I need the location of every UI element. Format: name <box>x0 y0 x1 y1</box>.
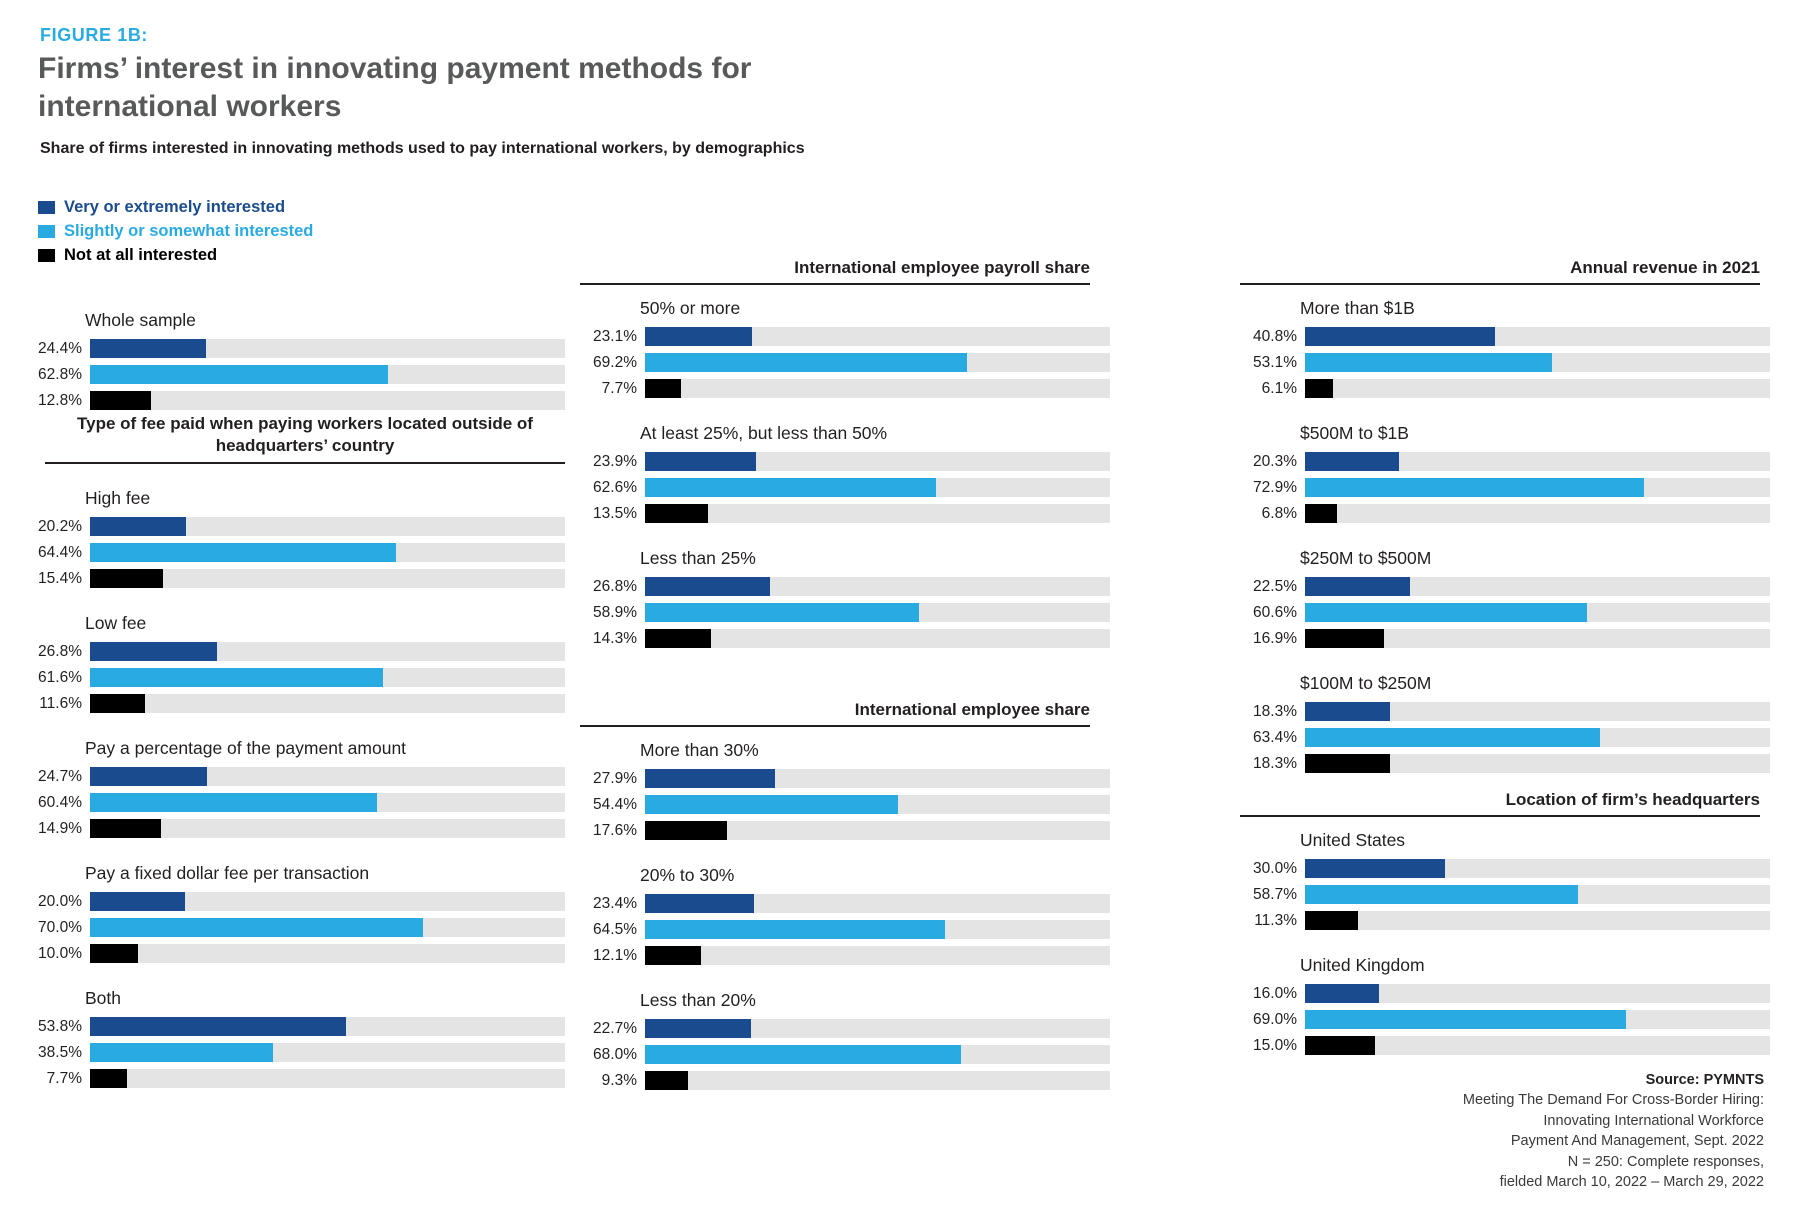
bar-fill-notatall <box>645 1071 688 1090</box>
bar-value: 27.9% <box>593 769 637 787</box>
legend-swatch-icon <box>38 225 55 238</box>
bar-fill-very <box>645 769 775 788</box>
category-label: Both <box>85 988 121 1009</box>
bar-track <box>645 478 1110 497</box>
bar-fill-very <box>1305 327 1495 346</box>
category-label: $500M to $1B <box>1300 423 1409 443</box>
bar-fill-notatall <box>1305 754 1390 773</box>
bar-row <box>25 917 565 938</box>
source-line-4: Payment And Management, Sept. 2022 <box>1510 1133 1764 1150</box>
bar-fill-slightly <box>645 478 936 497</box>
bar-value: 13.5% <box>593 504 637 522</box>
bar-track <box>90 1069 565 1088</box>
category-united-kingdom <box>1240 955 1770 1056</box>
group-heading: International employee payroll share <box>580 258 1090 285</box>
category-label: Less than 25% <box>640 548 756 568</box>
bar-track <box>645 452 1110 471</box>
bar-value: 69.2% <box>593 353 637 371</box>
bar-track <box>90 668 565 687</box>
legend-swatch-icon <box>38 201 55 214</box>
bar-track <box>90 892 565 911</box>
bar-track <box>90 793 565 812</box>
bar-track <box>645 946 1110 965</box>
bar-row <box>25 542 565 563</box>
bar-fill-slightly <box>645 920 945 939</box>
bar-value: 26.8% <box>38 642 82 660</box>
category-label: $100M to $250M <box>1300 673 1432 693</box>
bar-row <box>580 768 1110 789</box>
bar-fill-very <box>90 767 207 786</box>
bar-fill-slightly <box>645 353 967 372</box>
category-label: 20% to 30% <box>640 865 735 885</box>
bar-row <box>580 352 1110 373</box>
bar-track <box>90 391 565 410</box>
bar-track <box>1305 984 1770 1003</box>
category-label: More than $1B <box>1300 298 1415 318</box>
category-100m-to-250m <box>1240 673 1770 774</box>
group-heading: International employee share <box>580 700 1090 727</box>
bar-row <box>580 893 1110 914</box>
bar-row <box>25 818 565 839</box>
bar-row <box>1240 602 1770 623</box>
bar-row <box>1240 451 1770 472</box>
category-label: Low fee <box>85 613 147 634</box>
bar-track <box>90 944 565 963</box>
bar-value: 18.3% <box>1253 702 1297 720</box>
bar-fill-slightly <box>90 793 377 812</box>
bar-track <box>1305 379 1770 398</box>
bar-fill-notatall <box>645 629 711 648</box>
bar-fill-notatall <box>1305 629 1384 648</box>
group-heading: Location of firm’s headquarters <box>1240 790 1760 817</box>
category-250m-to-500m <box>1240 548 1770 649</box>
bar-track <box>90 767 565 786</box>
bar-value: 60.4% <box>38 793 82 811</box>
category-label: United States <box>1300 830 1406 850</box>
bar-value: 20.2% <box>38 517 82 535</box>
bar-value: 30.0% <box>1253 859 1297 877</box>
bar-row <box>25 693 565 714</box>
category-label: Less than 20% <box>640 990 756 1010</box>
bar-fill-very <box>645 577 770 596</box>
bar-track <box>90 1017 565 1036</box>
bar-value: 63.4% <box>1253 728 1297 746</box>
bar-track <box>1305 629 1770 648</box>
group-employee-share <box>580 700 1110 1109</box>
category-at-least-25-less-50 <box>580 423 1110 524</box>
category-label: 50% or more <box>640 298 741 318</box>
bar-value: 72.9% <box>1253 478 1297 496</box>
bar-value: 70.0% <box>38 918 82 936</box>
bar-value: 16.0% <box>1253 984 1297 1002</box>
bar-row <box>580 602 1110 623</box>
bar-fill-slightly <box>645 795 898 814</box>
bar-fill-slightly <box>90 668 383 687</box>
category-both <box>25 988 565 1089</box>
bar-value: 15.0% <box>1253 1036 1297 1054</box>
bar-row <box>25 641 565 662</box>
bar-track <box>1305 702 1770 721</box>
bar-track <box>90 642 565 661</box>
bar-track <box>1305 728 1770 747</box>
legend-swatch-icon <box>38 249 55 262</box>
bar-fill-very <box>90 892 185 911</box>
bar-track <box>645 629 1110 648</box>
bar-fill-slightly <box>1305 353 1552 372</box>
bar-row <box>1240 326 1770 347</box>
bar-row <box>1240 727 1770 748</box>
bar-value: 12.8% <box>38 391 82 409</box>
bar-track <box>645 327 1110 346</box>
bar-track <box>645 920 1110 939</box>
category-pay-percentage <box>25 738 565 839</box>
bar-fill-slightly <box>645 1045 961 1064</box>
bar-row <box>1240 628 1770 649</box>
bar-value: 23.9% <box>593 452 637 470</box>
bar-row <box>580 477 1110 498</box>
bar-track <box>645 1019 1110 1038</box>
bar-value: 64.4% <box>38 543 82 561</box>
bar-row <box>25 667 565 688</box>
bar-row <box>1240 503 1770 524</box>
source-line-5: N = 250: Complete responses, <box>1567 1153 1764 1170</box>
group-whole-sample <box>25 310 565 429</box>
bar-value: 6.1% <box>1261 379 1297 397</box>
bar-value: 23.1% <box>593 327 637 345</box>
bar-row <box>580 945 1110 966</box>
bar-track <box>1305 478 1770 497</box>
bar-row <box>580 1070 1110 1091</box>
bar-value: 12.1% <box>593 946 637 964</box>
bar-row <box>1240 884 1770 905</box>
bar-value: 62.8% <box>38 365 82 383</box>
bar-value: 9.3% <box>601 1071 637 1089</box>
bar-track <box>645 1045 1110 1064</box>
category-label: At least 25%, but less than 50% <box>640 423 888 443</box>
bar-track <box>1305 452 1770 471</box>
bar-track <box>645 769 1110 788</box>
bar-row <box>25 338 565 359</box>
bar-fill-slightly <box>90 365 388 384</box>
bar-track <box>90 1043 565 1062</box>
bar-fill-notatall <box>645 821 727 840</box>
bar-track <box>645 603 1110 622</box>
bar-value: 22.7% <box>593 1019 637 1037</box>
bar-value: 11.3% <box>1254 911 1297 929</box>
group-payroll-share <box>580 258 1110 667</box>
bar-value: 17.6% <box>593 821 637 839</box>
category-high-fee <box>25 488 565 589</box>
bar-value: 7.7% <box>46 1069 82 1087</box>
bar-fill-notatall <box>1305 1036 1375 1055</box>
bar-track <box>1305 504 1770 523</box>
bar-value: 58.7% <box>1253 885 1297 903</box>
bar-track <box>90 819 565 838</box>
bar-fill-very <box>645 452 756 471</box>
category-more-than-1b <box>1240 298 1770 399</box>
bar-fill-very <box>90 339 206 358</box>
bar-row <box>580 378 1110 399</box>
bar-value: 26.8% <box>593 577 637 595</box>
bar-fill-slightly <box>1305 603 1587 622</box>
group-hq-location <box>1240 790 1770 1074</box>
bar-row <box>580 1044 1110 1065</box>
bar-fill-notatall <box>90 1069 127 1088</box>
bar-value: 24.4% <box>38 339 82 357</box>
bar-fill-notatall <box>90 569 163 588</box>
bar-fill-notatall <box>90 694 145 713</box>
group-heading: Annual revenue in 2021 <box>1240 258 1760 285</box>
bar-track <box>90 339 565 358</box>
source-line-2: Meeting The Demand For Cross-Border Hiring: <box>1462 1092 1764 1109</box>
bar-track <box>1305 859 1770 878</box>
bar-row <box>1240 477 1770 498</box>
bar-row <box>1240 378 1770 399</box>
category-20-to-30 <box>580 865 1110 966</box>
bar-fill-very <box>1305 984 1379 1003</box>
category-less-than-20 <box>580 990 1110 1091</box>
bar-value: 24.7% <box>38 767 82 785</box>
bar-row <box>25 1042 565 1063</box>
bar-fill-slightly <box>90 918 423 937</box>
bar-track <box>1305 885 1770 904</box>
bar-row <box>580 326 1110 347</box>
category-pay-fixed-fee <box>25 863 565 964</box>
bar-value: 53.8% <box>38 1017 82 1035</box>
bar-row <box>1240 983 1770 1004</box>
bar-row <box>1240 753 1770 774</box>
figure-label: FIGURE 1B: <box>40 25 149 45</box>
legend-label: Slightly or somewhat interested <box>64 222 314 240</box>
bar-track <box>90 569 565 588</box>
bar-value: 6.8% <box>1261 504 1297 522</box>
bar-track <box>1305 577 1770 596</box>
bar-track <box>645 1071 1110 1090</box>
bar-value: 58.9% <box>593 603 637 621</box>
bar-row <box>580 820 1110 841</box>
bar-track <box>1305 1036 1770 1055</box>
legend-label: Not at all interested <box>64 246 218 264</box>
bar-value: 69.0% <box>1253 1010 1297 1028</box>
bar-row <box>1240 858 1770 879</box>
bar-value: 60.6% <box>1253 603 1297 621</box>
category-label: More than 30% <box>640 740 759 760</box>
bar-track <box>645 379 1110 398</box>
category-500m-to-1b <box>1240 423 1770 524</box>
bar-fill-notatall <box>90 391 151 410</box>
bar-row <box>25 943 565 964</box>
category-whole-sample <box>25 310 565 411</box>
bar-row <box>580 503 1110 524</box>
bar-fill-very <box>1305 452 1399 471</box>
bar-track <box>645 894 1110 913</box>
bar-row <box>25 1016 565 1037</box>
bar-value: 53.1% <box>1253 353 1297 371</box>
bar-row <box>580 794 1110 815</box>
bar-fill-very <box>1305 577 1410 596</box>
bar-value: 62.6% <box>593 478 637 496</box>
bar-track <box>1305 1010 1770 1029</box>
bar-row <box>25 516 565 537</box>
category-label: Pay a fixed dollar fee per transaction <box>85 863 370 884</box>
category-less-than-25 <box>580 548 1110 649</box>
bar-value: 38.5% <box>38 1043 82 1061</box>
source-block <box>1463 1070 1764 1193</box>
bar-row <box>1240 576 1770 597</box>
bar-row <box>580 576 1110 597</box>
bar-fill-very <box>90 517 186 536</box>
bar-fill-very <box>1305 859 1445 878</box>
bar-row <box>1240 352 1770 373</box>
category-united-states <box>1240 830 1770 931</box>
bar-value: 18.3% <box>1253 754 1297 772</box>
bar-value: 14.3% <box>593 629 637 647</box>
bar-fill-very <box>90 1017 346 1036</box>
bar-value: 7.7% <box>601 379 637 397</box>
bar-row <box>580 919 1110 940</box>
bar-track <box>1305 754 1770 773</box>
bar-row <box>25 390 565 411</box>
category-50-or-more <box>580 298 1110 399</box>
bar-value: 23.4% <box>593 894 637 912</box>
bar-row <box>1240 910 1770 931</box>
category-label: High fee <box>85 488 151 509</box>
bar-fill-notatall <box>90 819 161 838</box>
group-heading: Type of fee paid when paying workers located outside of headquarters’ country <box>45 413 565 464</box>
category-more-than-30 <box>580 740 1110 841</box>
bar-track <box>645 504 1110 523</box>
group-fee-type <box>25 413 565 1107</box>
bar-fill-slightly <box>1305 478 1644 497</box>
bar-value: 20.3% <box>1253 452 1297 470</box>
bar-track <box>1305 603 1770 622</box>
bar-value: 20.0% <box>38 892 82 910</box>
bar-fill-slightly <box>90 1043 273 1062</box>
bar-row <box>1240 701 1770 722</box>
chart-legend <box>38 198 313 270</box>
bar-row <box>1240 1035 1770 1056</box>
bar-value: 11.6% <box>39 694 82 712</box>
bar-track <box>90 694 565 713</box>
bar-track <box>645 577 1110 596</box>
bar-track <box>90 517 565 536</box>
bar-fill-slightly <box>90 543 396 562</box>
bar-fill-very <box>90 642 217 661</box>
bar-fill-very <box>645 894 754 913</box>
bar-fill-very <box>1305 702 1390 721</box>
bar-track <box>90 543 565 562</box>
bar-value: 54.4% <box>593 795 637 813</box>
bar-fill-notatall <box>90 944 138 963</box>
bar-value: 22.5% <box>1253 577 1297 595</box>
legend-item-very-or-extremely <box>38 198 313 217</box>
bar-fill-slightly <box>1305 728 1600 747</box>
bar-row <box>25 1068 565 1089</box>
bar-track <box>645 821 1110 840</box>
category-low-fee <box>25 613 565 714</box>
bar-row <box>25 568 565 589</box>
bar-value: 10.0% <box>38 944 82 962</box>
source-line-1: Source: PYMNTS <box>1645 1071 1764 1088</box>
bar-track <box>1305 327 1770 346</box>
category-label: Pay a percentage of the payment amount <box>85 738 407 759</box>
bar-track <box>1305 911 1770 930</box>
bar-row <box>580 1018 1110 1039</box>
bar-track <box>90 918 565 937</box>
category-label: United Kingdom <box>1300 955 1425 975</box>
bar-row <box>25 792 565 813</box>
bar-fill-slightly <box>1305 885 1578 904</box>
category-label: Whole sample <box>85 310 196 330</box>
bar-fill-notatall <box>645 946 701 965</box>
bar-fill-slightly <box>645 603 919 622</box>
group-annual-revenue <box>1240 258 1770 792</box>
bar-value: 15.4% <box>38 569 82 587</box>
legend-item-slightly-or-somewhat <box>38 222 313 241</box>
bar-row <box>25 766 565 787</box>
legend-label: Very or extremely interested <box>64 198 286 216</box>
bar-row <box>25 364 565 385</box>
bar-value: 64.5% <box>593 920 637 938</box>
bar-track <box>90 365 565 384</box>
bar-row <box>580 628 1110 649</box>
legend-item-not-at-all <box>38 246 313 265</box>
bar-track <box>645 353 1110 372</box>
source-line-6: fielded March 10, 2022 – March 29, 2022 <box>1499 1174 1764 1191</box>
category-label: $250M to $500M <box>1300 548 1432 568</box>
bar-fill-very <box>645 1019 751 1038</box>
bar-value: 68.0% <box>593 1045 637 1063</box>
figure-subtitle: Share of firms interested in innovating methods used to pay international workers, by demographics <box>40 140 805 157</box>
bar-value: 14.9% <box>38 819 82 837</box>
bar-row <box>580 451 1110 472</box>
bar-fill-slightly <box>1305 1010 1626 1029</box>
bar-row <box>25 891 565 912</box>
bar-track <box>645 795 1110 814</box>
bar-fill-notatall <box>1305 504 1337 523</box>
bar-value: 40.8% <box>1253 327 1297 345</box>
bar-value: 61.6% <box>38 668 82 686</box>
bar-fill-notatall <box>645 379 681 398</box>
page-title: Firms’ interest in innovating payment methods for international workers <box>38 52 752 124</box>
bar-fill-notatall <box>1305 379 1333 398</box>
bar-row <box>1240 1009 1770 1030</box>
bar-track <box>1305 353 1770 372</box>
bar-fill-notatall <box>1305 911 1358 930</box>
bar-fill-very <box>645 327 752 346</box>
source-line-3: Innovating International Workforce <box>1543 1112 1764 1129</box>
bar-value: 16.9% <box>1253 629 1297 647</box>
bar-fill-notatall <box>645 504 708 523</box>
